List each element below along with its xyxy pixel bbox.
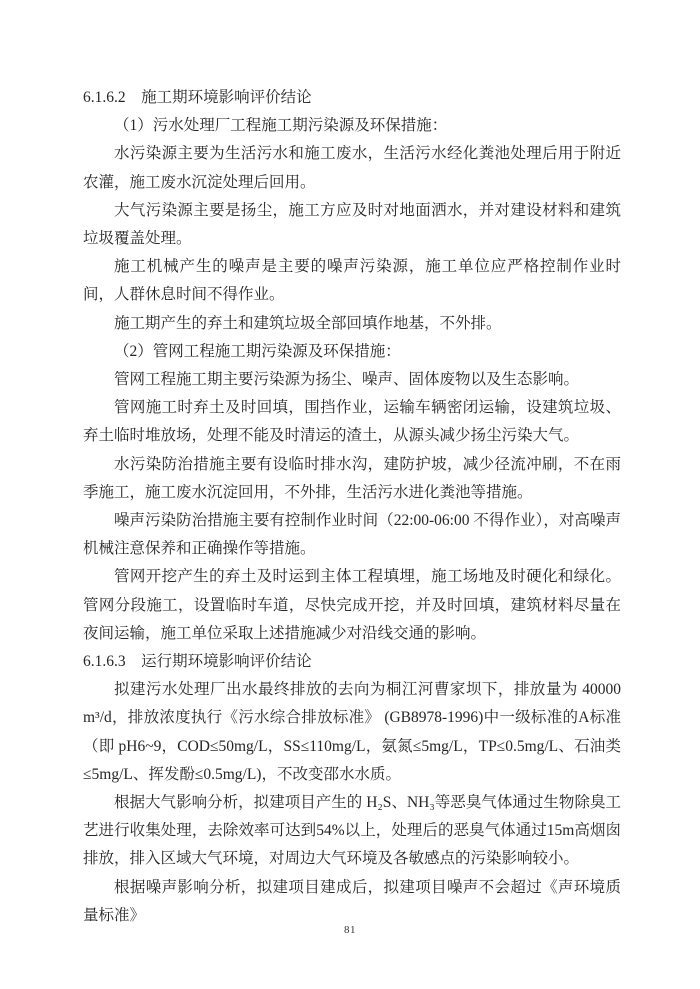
para-construction-noise: 施工机械产生的噪声是主要的噪声污染源，施工单位应严格控制作业时间，人群休息时间不得作业。 (83, 258, 621, 304)
page-number: 81 (344, 924, 356, 936)
para-pipeline-spoil-traffic: 管网开挖产生的弃土及时运到主体工程填埋，施工场地及时硬化和绿化。管网分段施工，设置临时车道，尽快完成开挖，并及时回填，建筑材料尽量在夜间运输，施工单位采取上述措施减少对沿线交通的影响。 (83, 568, 621, 642)
para-odor-gas-treatment: 根据大气影响分析，拟建项目产生的 H₂S、NH₃等恶臭气体通过生物除臭工艺进行收集处理，去除效率可达到54%以上，处理后的恶臭气体通过15m高烟囱排放，排入区域大气环境，对周边大气环境及各敏感点的污染影响较小。 (83, 794, 621, 868)
section-heading-construction-period: 6.1.6.2 施工期环境影响评价结论 (83, 89, 312, 106)
para-pipeline-sources-label: （2）管网工程施工期污染源及环保措施： (114, 342, 401, 360)
para-effluent-discharge-standard: 拟建污水处理厂出水最终排放的去向为桐江河曹家坝下，排放量为 40000 m³/d，排放浓度执行《污水综合排放标准》 (GB8978-1996)中一级标准的A标准（即 pH6~9，COD≤50mg/L，SS≤110mg/L，氨氮≤5mg/L，TP≤0.5mg/L、石油类≤5mg/L、挥发酚≤0.5mg/L)，不改变邵水水质。 (83, 681, 621, 783)
para-pipeline-dust-control: 管网施工时弃土及时回填，围挡作业，运输车辆密闭运输，设建筑垃圾、弃土临时堆放场，处理不能及时清运的渣土，从源头减少扬尘污染大气。 (83, 399, 621, 445)
para-pipeline-noise-control: 噪声污染防治措施主要有控制作业时间（22:00-06:00 不得作业），对高噪声机械注意保养和正确操作等措施。 (83, 512, 621, 558)
para-air-pollution-source: 大气污染源主要是扬尘，施工方应及时对地面洒水，并对建设材料和建筑垃圾覆盖处理。 (83, 201, 621, 248)
para-water-pollution-source: 水污染源主要为生活污水和施工废水，生活污水经化粪池处理后用于附近农灌，施工废水沉淀处理后回用。 (83, 145, 621, 191)
para-wwtp-sources-label: （1）污水处理厂工程施工期污染源及环保措施： (114, 117, 448, 135)
para-pipeline-water-control: 水污染防治措施主要有设临时排水沟，建防护坡，减少径流冲刷，不在雨季施工，施工废水沉淀回用，不外排，生活污水进化粪池等措施。 (83, 455, 621, 501)
para-noise-conclusion: 根据噪声影响分析，拟建项目建成后，拟建项目噪声不会超过《声环境质量标准》 (83, 878, 621, 924)
section-heading-operation-period: 6.1.6.3 运行期环境影响评价结论 (83, 653, 312, 671)
para-pipeline-pollution-sources: 管网工程施工期主要污染源为扬尘、噪声、固体废物以及生态影响。 (114, 371, 580, 389)
para-spoil-backfill: 施工期产生的弃土和建筑垃圾全部回填作地基，不外排。 (114, 314, 502, 332)
document-content (83, 84, 621, 930)
